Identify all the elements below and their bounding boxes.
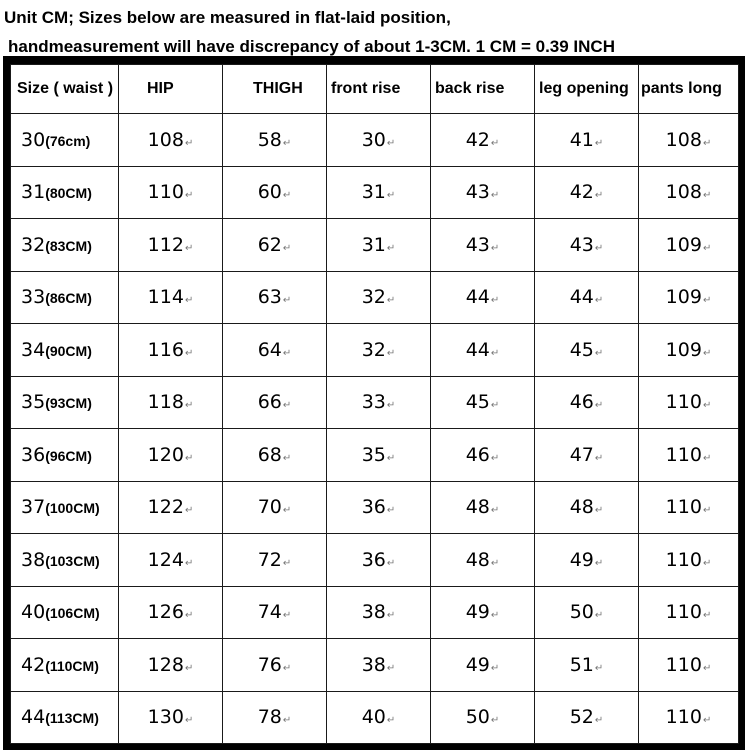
return-mark-icon: ↵ — [490, 557, 500, 569]
size-number: 38 — [21, 548, 46, 571]
header-hip: HIP — [119, 65, 223, 114]
size-number: 30 — [21, 128, 46, 151]
return-mark-icon: ↵ — [282, 295, 292, 307]
size-number: 36 — [21, 443, 46, 466]
pants-long-value: 110 — [665, 496, 702, 519]
pants-long-value: 109 — [665, 286, 702, 309]
thigh-cell — [223, 639, 327, 692]
return-mark-icon: ↵ — [282, 557, 292, 569]
back-rise-cell — [431, 271, 535, 324]
front-rise-value: 36 — [361, 548, 386, 571]
return-mark-icon: ↵ — [386, 190, 396, 202]
hip-cell — [119, 429, 223, 482]
waist-measure: (110CM) — [45, 657, 99, 674]
size-number: 31 — [21, 181, 46, 204]
return-mark-icon: ↵ — [594, 557, 604, 569]
front-rise-value: 36 — [361, 496, 386, 519]
size-cell — [11, 166, 119, 219]
return-mark-icon: ↵ — [702, 137, 712, 149]
return-mark-icon: ↵ — [184, 505, 194, 517]
waist-measure: (83CM) — [45, 237, 92, 254]
front-rise-value: 33 — [361, 391, 386, 414]
return-mark-icon: ↵ — [702, 662, 712, 674]
front-rise-cell — [327, 639, 431, 692]
table-row — [11, 376, 739, 429]
pants-long-value: 109 — [665, 338, 702, 361]
return-mark-icon: ↵ — [386, 242, 396, 254]
front-rise-cell — [327, 324, 431, 377]
return-mark-icon: ↵ — [184, 137, 194, 149]
size-number: 37 — [21, 496, 46, 519]
size-cell — [11, 114, 119, 167]
return-mark-icon: ↵ — [282, 347, 292, 359]
thigh-value: 58 — [257, 128, 282, 151]
size-cell — [11, 271, 119, 324]
waist-measure: (76cm) — [45, 132, 91, 149]
back-rise-cell — [431, 639, 535, 692]
table-row — [11, 219, 739, 272]
return-mark-icon: ↵ — [282, 242, 292, 254]
size-chart-table — [10, 64, 739, 744]
size-cell — [11, 376, 119, 429]
size-cell — [11, 429, 119, 482]
back-rise-value: 48 — [465, 496, 490, 519]
leg-opening-cell — [535, 376, 639, 429]
return-mark-icon: ↵ — [184, 662, 194, 674]
return-mark-icon: ↵ — [702, 295, 712, 307]
return-mark-icon: ↵ — [490, 505, 500, 517]
pants-long-value: 110 — [665, 548, 702, 571]
waist-measure: (93CM) — [45, 395, 92, 412]
size-number: 42 — [21, 653, 46, 676]
thigh-value: 68 — [257, 443, 282, 466]
hip-value: 128 — [147, 653, 184, 676]
return-mark-icon: ↵ — [184, 452, 194, 464]
header-thigh: THIGH — [223, 65, 327, 114]
return-mark-icon: ↵ — [490, 610, 500, 622]
return-mark-icon: ↵ — [702, 452, 712, 464]
front-rise-value: 31 — [361, 233, 386, 256]
header-back-rise: back rise — [431, 65, 535, 114]
pants-long-value: 108 — [665, 128, 702, 151]
leg-opening-cell — [535, 481, 639, 534]
return-mark-icon: ↵ — [386, 452, 396, 464]
back-rise-cell — [431, 114, 535, 167]
return-mark-icon: ↵ — [594, 400, 604, 412]
hip-value: 120 — [147, 443, 184, 466]
leg-opening-cell — [535, 271, 639, 324]
header-row — [11, 65, 739, 114]
back-rise-value: 50 — [465, 706, 490, 729]
hip-cell — [119, 534, 223, 587]
thigh-cell — [223, 481, 327, 534]
leg-opening-cell — [535, 639, 639, 692]
thigh-cell — [223, 324, 327, 377]
thigh-cell — [223, 586, 327, 639]
size-number: 35 — [21, 391, 46, 414]
return-mark-icon: ↵ — [702, 505, 712, 517]
table-row — [11, 534, 739, 587]
return-mark-icon: ↵ — [702, 190, 712, 202]
front-rise-value: 40 — [361, 706, 386, 729]
return-mark-icon: ↵ — [386, 400, 396, 412]
hip-cell — [119, 271, 223, 324]
return-mark-icon: ↵ — [282, 400, 292, 412]
note-line-1: Unit CM; Sizes below are measured in flat-laid position, — [4, 8, 451, 27]
hip-cell — [119, 114, 223, 167]
hip-cell — [119, 481, 223, 534]
return-mark-icon: ↵ — [594, 662, 604, 674]
pants-long-value: 110 — [665, 653, 702, 676]
return-mark-icon: ↵ — [386, 505, 396, 517]
pants-long-value: 109 — [665, 233, 702, 256]
size-cell — [11, 639, 119, 692]
back-rise-value: 48 — [465, 548, 490, 571]
thigh-value: 63 — [257, 286, 282, 309]
back-rise-cell — [431, 534, 535, 587]
back-rise-value: 46 — [465, 443, 490, 466]
thigh-cell — [223, 691, 327, 744]
thigh-value: 78 — [257, 706, 282, 729]
thigh-cell — [223, 114, 327, 167]
table-row — [11, 324, 739, 377]
leg-opening-cell — [535, 691, 639, 744]
leg-opening-value: 50 — [569, 601, 594, 624]
leg-opening-value: 48 — [569, 496, 594, 519]
return-mark-icon: ↵ — [702, 242, 712, 254]
leg-opening-value: 52 — [569, 706, 594, 729]
return-mark-icon: ↵ — [184, 557, 194, 569]
return-mark-icon: ↵ — [282, 662, 292, 674]
leg-opening-cell — [535, 219, 639, 272]
thigh-value: 66 — [257, 391, 282, 414]
waist-measure: (100CM) — [45, 500, 100, 517]
back-rise-value: 45 — [465, 391, 490, 414]
size-number: 40 — [21, 601, 46, 624]
return-mark-icon: ↵ — [386, 610, 396, 622]
hip-cell — [119, 219, 223, 272]
front-rise-cell — [327, 166, 431, 219]
return-mark-icon: ↵ — [490, 242, 500, 254]
front-rise-value: 32 — [361, 286, 386, 309]
back-rise-value: 44 — [465, 286, 490, 309]
return-mark-icon: ↵ — [594, 452, 604, 464]
pants-long-value: 110 — [665, 706, 702, 729]
leg-opening-cell — [535, 324, 639, 377]
note-line-2: handmeasurement will have discrepancy of about 1-3CM. 1 CM = 0.39 INCH — [8, 37, 615, 56]
waist-measure: (113CM) — [45, 710, 99, 727]
waist-measure: (106CM) — [45, 605, 100, 622]
hip-cell — [119, 324, 223, 377]
table-row — [11, 114, 739, 167]
thigh-cell — [223, 271, 327, 324]
return-mark-icon: ↵ — [594, 715, 604, 727]
leg-opening-value: 41 — [569, 128, 594, 151]
thigh-value: 64 — [257, 338, 282, 361]
thigh-value: 76 — [257, 653, 282, 676]
back-rise-cell — [431, 691, 535, 744]
return-mark-icon: ↵ — [282, 452, 292, 464]
back-rise-cell — [431, 219, 535, 272]
return-mark-icon: ↵ — [594, 347, 604, 359]
pants-long-cell — [639, 376, 739, 429]
pants-long-cell — [639, 691, 739, 744]
pants-long-cell — [639, 639, 739, 692]
hip-cell — [119, 376, 223, 429]
header-front-rise: front rise — [327, 65, 431, 114]
hip-value: 114 — [147, 286, 184, 309]
size-cell — [11, 324, 119, 377]
hip-value: 112 — [147, 233, 184, 256]
return-mark-icon: ↵ — [490, 347, 500, 359]
pants-long-value: 110 — [665, 601, 702, 624]
return-mark-icon: ↵ — [386, 715, 396, 727]
back-rise-value: 43 — [465, 233, 490, 256]
pants-long-cell — [639, 219, 739, 272]
front-rise-value: 38 — [361, 653, 386, 676]
header-pants-long: pants long — [639, 65, 739, 114]
leg-opening-value: 43 — [569, 233, 594, 256]
waist-measure: (96CM) — [45, 447, 92, 464]
waist-measure: (80CM) — [45, 185, 92, 202]
leg-opening-value: 51 — [569, 653, 594, 676]
return-mark-icon: ↵ — [490, 400, 500, 412]
size-cell — [11, 481, 119, 534]
pants-long-cell — [639, 324, 739, 377]
front-rise-cell — [327, 534, 431, 587]
return-mark-icon: ↵ — [386, 137, 396, 149]
size-number: 44 — [21, 706, 46, 729]
return-mark-icon: ↵ — [490, 452, 500, 464]
size-number: 32 — [21, 233, 46, 256]
pants-long-cell — [639, 534, 739, 587]
return-mark-icon: ↵ — [184, 190, 194, 202]
back-rise-value: 43 — [465, 181, 490, 204]
leg-opening-cell — [535, 586, 639, 639]
return-mark-icon: ↵ — [282, 610, 292, 622]
table-row — [11, 481, 739, 534]
size-cell — [11, 691, 119, 744]
leg-opening-value: 46 — [569, 391, 594, 414]
size-number: 33 — [21, 286, 46, 309]
return-mark-icon: ↵ — [282, 715, 292, 727]
leg-opening-cell — [535, 534, 639, 587]
size-cell — [11, 534, 119, 587]
return-mark-icon: ↵ — [282, 190, 292, 202]
hip-value: 130 — [147, 706, 184, 729]
hip-value: 124 — [147, 548, 184, 571]
hip-cell — [119, 639, 223, 692]
hip-value: 118 — [147, 391, 184, 414]
back-rise-value: 49 — [465, 653, 490, 676]
return-mark-icon: ↵ — [490, 715, 500, 727]
front-rise-cell — [327, 219, 431, 272]
return-mark-icon: ↵ — [702, 347, 712, 359]
back-rise-cell — [431, 481, 535, 534]
back-rise-value: 42 — [465, 128, 490, 151]
back-rise-cell — [431, 586, 535, 639]
table-row — [11, 166, 739, 219]
leg-opening-value: 45 — [569, 338, 594, 361]
return-mark-icon: ↵ — [184, 715, 194, 727]
front-rise-cell — [327, 114, 431, 167]
header-leg-opening: leg opening — [535, 65, 639, 114]
return-mark-icon: ↵ — [490, 190, 500, 202]
return-mark-icon: ↵ — [184, 242, 194, 254]
return-mark-icon: ↵ — [490, 295, 500, 307]
leg-opening-cell — [535, 166, 639, 219]
return-mark-icon: ↵ — [702, 715, 712, 727]
hip-cell — [119, 586, 223, 639]
leg-opening-value: 47 — [569, 443, 594, 466]
return-mark-icon: ↵ — [702, 610, 712, 622]
return-mark-icon: ↵ — [594, 505, 604, 517]
waist-measure: (90CM) — [45, 342, 92, 359]
thigh-value: 72 — [257, 548, 282, 571]
front-rise-cell — [327, 429, 431, 482]
thigh-cell — [223, 429, 327, 482]
table-row — [11, 586, 739, 639]
pants-long-cell — [639, 429, 739, 482]
return-mark-icon: ↵ — [386, 347, 396, 359]
return-mark-icon: ↵ — [594, 137, 604, 149]
hip-value: 116 — [147, 338, 184, 361]
return-mark-icon: ↵ — [184, 400, 194, 412]
back-rise-value: 44 — [465, 338, 490, 361]
back-rise-cell — [431, 324, 535, 377]
leg-opening-value: 49 — [569, 548, 594, 571]
hip-value: 110 — [147, 181, 184, 204]
back-rise-cell — [431, 429, 535, 482]
thigh-value: 62 — [257, 233, 282, 256]
return-mark-icon: ↵ — [702, 557, 712, 569]
pants-long-cell — [639, 271, 739, 324]
leg-opening-value: 44 — [569, 286, 594, 309]
return-mark-icon: ↵ — [386, 295, 396, 307]
hip-cell — [119, 166, 223, 219]
table-row — [11, 691, 739, 744]
return-mark-icon: ↵ — [184, 347, 194, 359]
front-rise-value: 32 — [361, 338, 386, 361]
pants-long-cell — [639, 166, 739, 219]
thigh-cell — [223, 219, 327, 272]
front-rise-cell — [327, 586, 431, 639]
thigh-value: 74 — [257, 601, 282, 624]
front-rise-value: 31 — [361, 181, 386, 204]
measurement-note — [0, 0, 750, 62]
pants-long-value: 108 — [665, 181, 702, 204]
return-mark-icon: ↵ — [702, 400, 712, 412]
waist-measure: (86CM) — [45, 290, 92, 307]
pants-long-cell — [639, 586, 739, 639]
table-row — [11, 429, 739, 482]
front-rise-cell — [327, 691, 431, 744]
size-cell — [11, 219, 119, 272]
pants-long-cell — [639, 114, 739, 167]
hip-cell — [119, 691, 223, 744]
leg-opening-value: 42 — [569, 181, 594, 204]
return-mark-icon: ↵ — [282, 505, 292, 517]
pants-long-cell — [639, 481, 739, 534]
front-rise-value: 38 — [361, 601, 386, 624]
return-mark-icon: ↵ — [490, 137, 500, 149]
front-rise-cell — [327, 271, 431, 324]
back-rise-cell — [431, 376, 535, 429]
return-mark-icon: ↵ — [386, 557, 396, 569]
hip-value: 126 — [147, 601, 184, 624]
return-mark-icon: ↵ — [386, 662, 396, 674]
hip-value: 122 — [147, 496, 184, 519]
leg-opening-cell — [535, 114, 639, 167]
table-row — [11, 271, 739, 324]
return-mark-icon: ↵ — [594, 242, 604, 254]
size-number: 34 — [21, 338, 46, 361]
back-rise-cell — [431, 166, 535, 219]
table-row — [11, 639, 739, 692]
size-cell — [11, 586, 119, 639]
thigh-cell — [223, 534, 327, 587]
leg-opening-cell — [535, 429, 639, 482]
waist-measure: (103CM) — [45, 552, 100, 569]
return-mark-icon: ↵ — [184, 610, 194, 622]
front-rise-value: 30 — [361, 128, 386, 151]
return-mark-icon: ↵ — [184, 295, 194, 307]
thigh-cell — [223, 376, 327, 429]
hip-value: 108 — [147, 128, 184, 151]
return-mark-icon: ↵ — [490, 662, 500, 674]
header-size: Size ( waist ) — [11, 65, 119, 114]
return-mark-icon: ↵ — [282, 137, 292, 149]
front-rise-cell — [327, 376, 431, 429]
return-mark-icon: ↵ — [594, 190, 604, 202]
thigh-value: 60 — [257, 181, 282, 204]
thigh-value: 70 — [257, 496, 282, 519]
front-rise-value: 35 — [361, 443, 386, 466]
pants-long-value: 110 — [665, 391, 702, 414]
front-rise-cell — [327, 481, 431, 534]
return-mark-icon: ↵ — [594, 610, 604, 622]
thigh-cell — [223, 166, 327, 219]
pants-long-value: 110 — [665, 443, 702, 466]
return-mark-icon: ↵ — [594, 295, 604, 307]
back-rise-value: 49 — [465, 601, 490, 624]
